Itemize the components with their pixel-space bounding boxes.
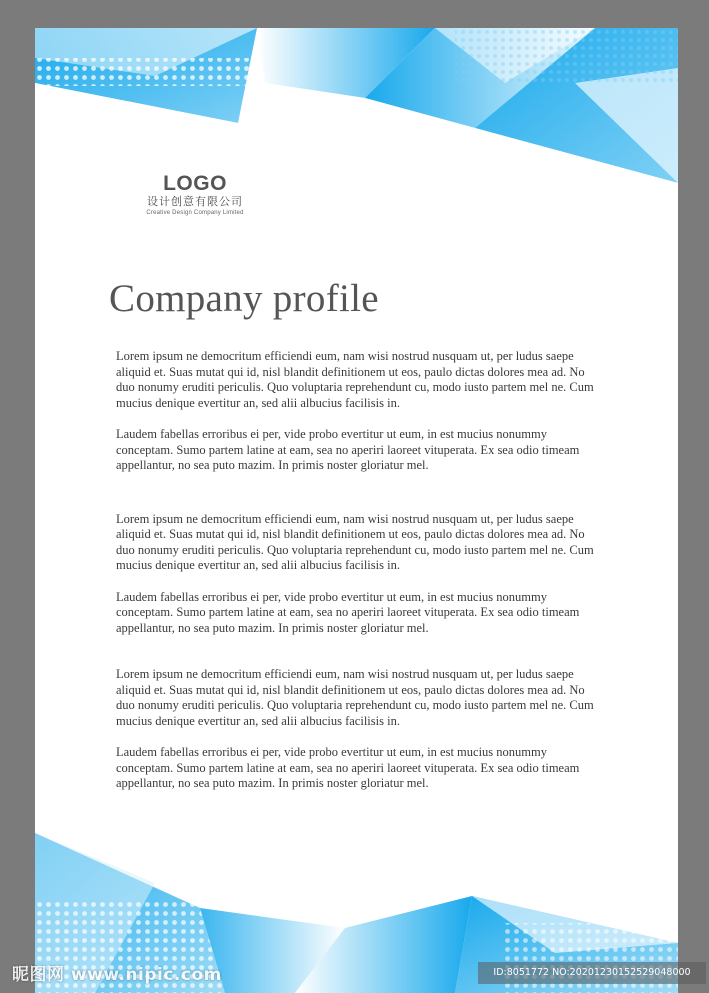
- paragraph: Lorem ipsum ne democritum efficiendi eum, nam wisi nostrud nusquam ut, per ludus saepe aliquid et. Suas mutat qui id, nisl blandit definitionem ut eos, paulo dictas dolores mea ad. No duo nonumy eruditi periculis. Quo voluptaria reprehendunt cu, modo iusto partem mel ne. Cum mucius denique evertitur an, sed alii albucius facilisis in.: [116, 667, 594, 728]
- body-text: [116, 349, 606, 792]
- paragraph: Laudem fabellas erroribus ei per, vide probo evertitur ut eum, in est mucius nonummy conceptam. Sumo partem latine at eam, sea no aperiri laoreet vituperata. Ex sea odio timeam appellantur, no sea puto mazim. In primis noster gloriatur mel.: [116, 745, 580, 790]
- logo-subtitle-cn: 设计创意有限公司: [147, 195, 243, 208]
- letterhead-page: [35, 28, 678, 993]
- paragraph: Lorem ipsum ne democritum efficiendi eum, nam wisi nostrud nusquam ut, per ludus saepe aliquid et. Suas mutat qui id, nisl blandit definitionem ut eos, paulo dictas dolores mea ad. No duo nonumy eruditi periculis. Quo voluptaria reprehendunt cu, modo iusto partem mel ne. Cum mucius denique evertitur an, sed alii albucius facilisis in.: [116, 349, 594, 410]
- company-logo: [130, 173, 260, 217]
- paragraph: Lorem ipsum ne democritum efficiendi eum, nam wisi nostrud nusquam ut, per ludus saepe aliquid et. Suas mutat qui id, nisl blandit definitionem ut eos, paulo dictas dolores mea ad. No duo nonumy eruditi periculis. Quo voluptaria reprehendunt cu, modo iusto partem mel ne. Cum mucius denique evertitur an, sed alii albucius facilisis in.: [116, 511, 594, 572]
- paragraph: Laudem fabellas erroribus ei per, vide probo evertitur ut eum, in est mucius nonummy conceptam. Sumo partem latine at eam, sea no aperiri laoreet vituperata. Ex sea odio timeam appellantur, no sea puto mazim. In primis noster gloriatur mel.: [116, 427, 580, 472]
- page-title: Company profile: [109, 277, 379, 320]
- image-id-label: ID:8051772 NO:20201230152529048000: [478, 962, 706, 984]
- logo-text: LOGO: [163, 172, 227, 195]
- top-dot-band: [35, 58, 250, 86]
- top-dot-band-right: [455, 28, 678, 83]
- logo-subtitle-en: Creative Design Company Limited: [146, 210, 244, 216]
- site-watermark: 昵图网 www.nipic.com: [12, 965, 222, 985]
- paragraph: Laudem fabellas erroribus ei per, vide probo evertitur ut eum, in est mucius nonummy conceptam. Sumo partem latine at eam, sea no aperiri laoreet vituperata. Ex sea odio timeam appellantur, no sea puto mazim. In primis noster gloriatur mel.: [116, 589, 580, 635]
